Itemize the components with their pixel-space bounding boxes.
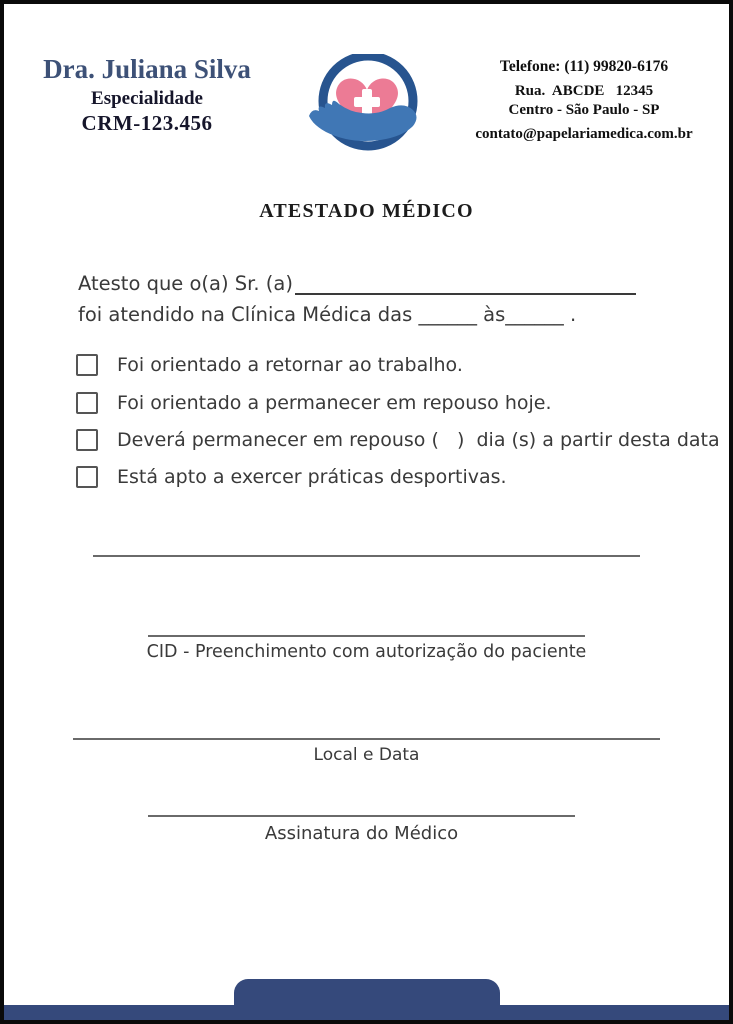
- doctor-name: Dra. Juliana Silva: [43, 54, 251, 84]
- intro-line1-label: Atesto que o(a) Sr. (a): [78, 272, 293, 295]
- place-date-caption: Local e Data: [313, 745, 420, 765]
- document-title: ATESTADO MÉDICO: [259, 200, 474, 222]
- notes-blank-line: [93, 555, 640, 557]
- cid-caption: CID - Preenchimento com autorização do paciente: [146, 642, 587, 662]
- contact-info-block: [474, 58, 694, 143]
- contact-email: contato@papelariamedica.com.br: [475, 126, 693, 142]
- contact-address-street: Rua. ABCDE 12345: [514, 83, 654, 99]
- option-row-sports-fit: [76, 465, 507, 489]
- clinic-logo: [305, 54, 427, 152]
- option-row-return-to-work: [76, 353, 463, 377]
- intro-line-1: [78, 268, 636, 299]
- checkbox-label: Está apto a exercer práticas desportivas.: [117, 466, 507, 488]
- checkbox-sports-fit[interactable]: [76, 466, 98, 488]
- contact-address-city: Centro - São Paulo - SP: [508, 102, 660, 118]
- checkbox-rest-today[interactable]: [76, 392, 98, 414]
- cid-blank-line: [148, 635, 585, 637]
- intro-line-2: foi atendido na Clínica Médica das ______ às______ .: [78, 303, 577, 326]
- patient-name-blank-line: [295, 268, 636, 295]
- option-row-rest-today: [76, 391, 552, 415]
- checkbox-label: Deverá permanecer em repouso ( ) dia (s) a partir desta data: [117, 429, 720, 451]
- option-row-rest-days: [76, 428, 720, 452]
- signature-blank-line: [148, 815, 575, 817]
- checkbox-return-to-work[interactable]: [76, 354, 98, 376]
- signature-caption: Assinatura do Médico: [264, 823, 459, 844]
- doctor-crm-number: CRM-123.456: [81, 111, 213, 136]
- place-date-blank-line: [73, 738, 660, 740]
- intro-paragraph: [78, 268, 636, 330]
- footer-tab-shape: [234, 979, 500, 1006]
- doctor-specialty: Especialidade: [91, 88, 203, 110]
- hand-heart-logo-icon: [305, 54, 427, 152]
- checkbox-rest-days[interactable]: [76, 429, 98, 451]
- checkbox-label: Foi orientado a retornar ao trabalho.: [117, 354, 463, 376]
- checkbox-label: Foi orientado a permanecer em repouso hoje.: [117, 392, 552, 414]
- footer-bar: [4, 1005, 729, 1020]
- doctor-info-block: [40, 54, 254, 136]
- contact-phone: Telefone: (11) 99820-6176: [499, 58, 669, 75]
